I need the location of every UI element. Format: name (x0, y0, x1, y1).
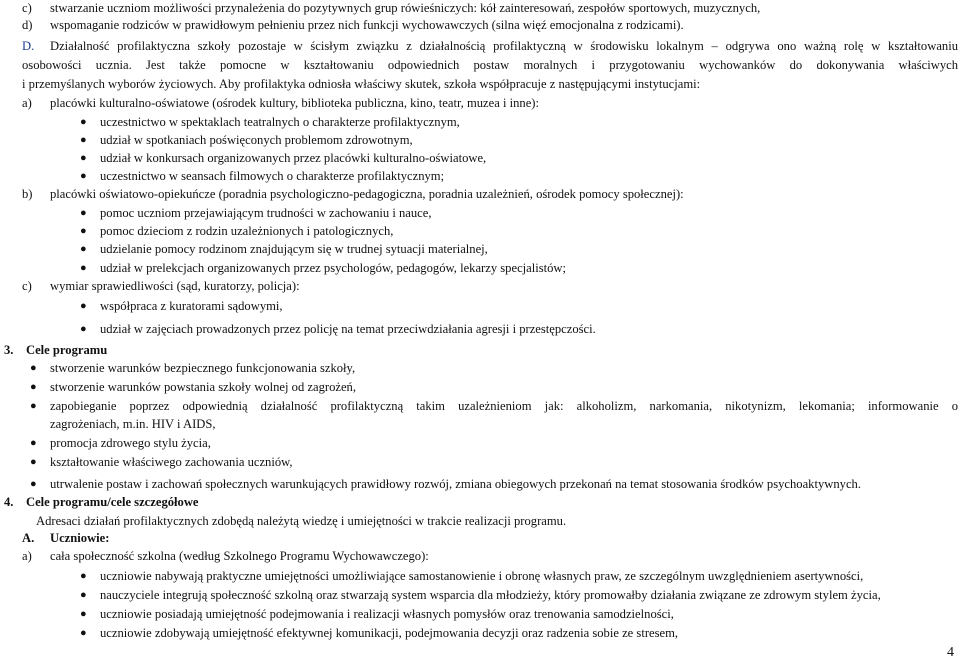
bullet-icon: ● (80, 170, 87, 182)
list-item: udzielanie pomocy rodzinom znajdującym się w trudnej sytuacji materialnej, (100, 242, 488, 256)
section-d-line-3: i przemyślanych wyborów życiowych. Aby profilaktyka odniosła właściwy skutek, szkoła współpracuje z następującymi instytucjami: (22, 77, 701, 91)
bullet-icon: ● (80, 608, 87, 620)
section-4-heading: 4. Cele programu/cele szczegółowe (4, 495, 199, 509)
list-item: udział w konkursach organizowanych przez placówki kulturalno-oświatowe, (100, 151, 487, 165)
group-a-title: a) cała społeczność szkolna (według Szkolnego Programu Wychowawczego): (22, 549, 429, 563)
list-item: stworzenie warunków powstania szkoły wolnej od zagrożeń, (50, 380, 357, 394)
bullet-icon: ● (80, 262, 87, 274)
section-d-line-2: osobowości ucznia. Jest także pomocne w kształtowaniu odpowiednich postaw moralnych i przygotowaniu wychowanków do dokonywania właściwych (22, 58, 958, 72)
bullet-icon: ● (80, 243, 87, 255)
institution-b-title: b) placówki oświatowo-opiekuńcze (poradnia psychologiczno-pedagogiczna, poradnia uzależnień, ośrodek pomocy społecznej): (22, 187, 684, 201)
list-item: pomoc uczniom przejawiającym trudności w zachowaniu i nauce, (100, 206, 432, 220)
list-item: uczniowie zdobywają umiejętność efektywnej komunikacji, podejmowania decyzji oraz radzenia sobie ze stresem, (100, 626, 679, 640)
page-number: 4 (947, 645, 954, 660)
bullet-icon: ● (80, 152, 87, 164)
list-item: uczestnictwo w spektaklach teatralnych o charakterze profilaktycznym, (100, 115, 460, 129)
bullet-icon: ● (30, 437, 37, 449)
section-3-heading: 3. Cele programu (4, 343, 108, 357)
list-item: uczniowie posiadają umiejętność podejmowania i realizacji własnych pomysłów oraz trenowania samodzielności, (100, 607, 674, 621)
institution-a-title: a) placówki kulturalno-oświatowe (ośrodek kultury, biblioteka publiczna, kino, teatr, muzea i inne): (22, 96, 539, 110)
bullet-icon: ● (80, 627, 87, 639)
bullet-icon: ● (80, 300, 87, 312)
bullet-icon: ● (80, 225, 87, 237)
bullet-icon: ● (80, 116, 87, 128)
bullet-icon: ● (30, 381, 37, 393)
bullet-icon: ● (30, 400, 37, 412)
list-item: udział w zajęciach prowadzonych przez policję na temat przeciwdziałania agresji i przestępczości. (100, 322, 596, 336)
list-item: zapobieganie poprzez odpowiednią działalność profilaktyczną takim uzależnieniom jak: alkoholizm, narkomania, nikotynizm, lekomania; informowanie o (50, 399, 958, 413)
list-item: pomoc dzieciom z rodzin uzależnionych i patologicznych, (100, 224, 394, 238)
bullet-icon: ● (30, 478, 37, 490)
section-4-intro: Adresaci działań profilaktycznych zdobędą należytą wiedzę i umiejętności w trakcie realizacji programu. (36, 514, 567, 528)
institution-c-title: c) wymiar sprawiedliwości (sąd, kuratorzy, policja): (22, 279, 300, 293)
list-item: udział w prelekcjach organizowanych przez psychologów, pedagogów, lekarzy specjalistów; (100, 261, 567, 275)
list-item: kształtowanie właściwego zachowania uczniów, (50, 455, 293, 469)
bullet-icon: ● (30, 362, 37, 374)
list-marker: c) (22, 1, 32, 15)
list-item: współpraca z kuratorami sądowymi, (100, 299, 283, 313)
list-item: udział w spotkaniach poświęconych problemom zdrowotnym, (100, 133, 413, 147)
list-item: uczniowie nabywają praktyczne umiejętności umożliwiające samostanowienie i obronę własnych praw, ze szczególnym uwzględnieniem asertywności, (100, 569, 864, 583)
section-d-marker: D. (22, 39, 35, 53)
list-item: uczestnictwo w seansach filmowych o charakterze profilaktycznym; (100, 169, 445, 183)
bullet-icon: ● (30, 456, 37, 468)
list-item: stworzenie warunków bezpiecznego funkcjonowania szkoły, (50, 361, 356, 375)
list-item: utrwalenie postaw i zachowań społecznych warunkujących prawidłowy rozwój, zmiana obiegowych przekonań na temat stosowania środków psychoaktywnych. (50, 477, 861, 491)
bullet-icon: ● (80, 323, 87, 335)
list-item-text: stwarzanie uczniom możliwości przynależenia do pozytywnych grup rówieśniczych: kół zainteresowań, zespołów sportowych, muzycznych, (50, 1, 761, 15)
section-d-line-1: Działalność profilaktyczna szkoły pozostaje w ścisłym związku z działalnością profilaktyczną w środowisku lokalnym – odgrywa ono ważną rolę w kształtowaniu (50, 39, 958, 53)
list-item-c (22, 1, 761, 15)
list-item: nauczyciele integrują społeczność szkolną oraz stwarzają system wsparcia dla młodzieży, który promowałby działania związane ze zdrowym stylem życia, (100, 588, 881, 602)
bullet-icon: ● (80, 589, 87, 601)
bullet-icon: ● (80, 207, 87, 219)
subsection-a-heading: A. Uczniowie: (22, 531, 110, 545)
bullet-icon: ● (80, 134, 87, 146)
list-item-d (22, 18, 684, 32)
list-item-text: wspomaganie rodziców w prawidłowym pełnieniu przez nich funkcji wychowawczych (silna więź emocjonalna z rodzicami). (50, 18, 684, 32)
list-item: promocja zdrowego stylu życia, (50, 436, 211, 450)
list-marker: d) (22, 18, 33, 32)
list-item-continuation: zagrożeniach, m.in. HIV i AIDS, (50, 417, 216, 431)
bullet-icon: ● (80, 570, 87, 582)
